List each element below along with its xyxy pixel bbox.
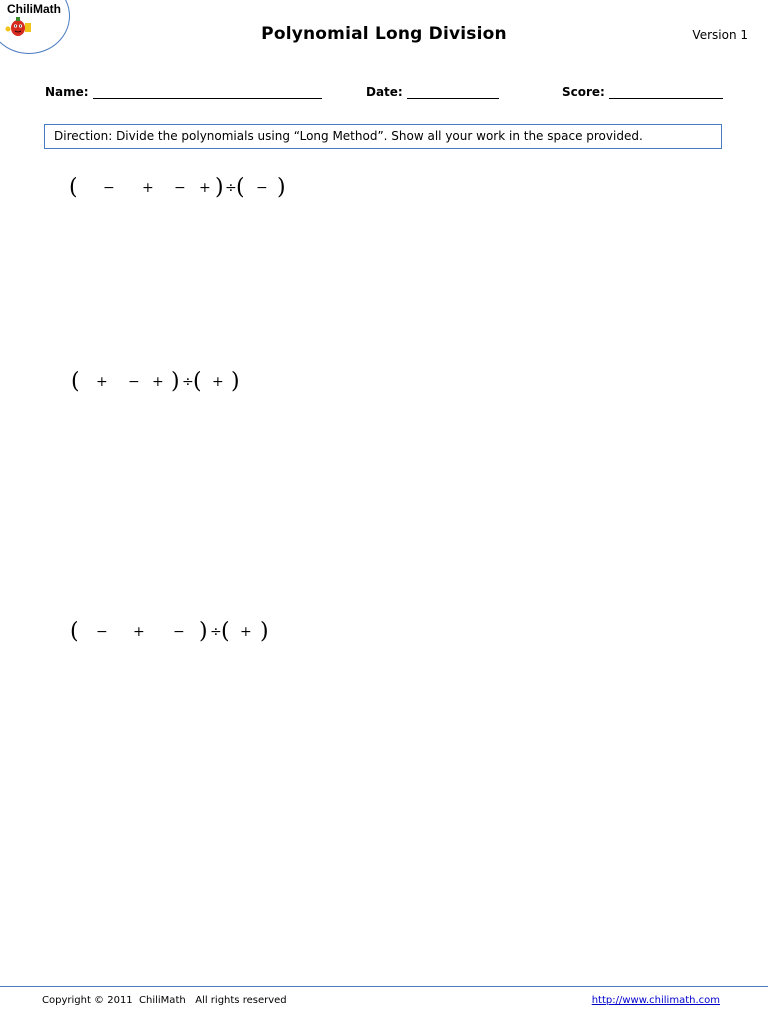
open-paren: ( — [193, 369, 202, 394]
date-blank-line[interactable] — [407, 86, 499, 99]
divide-sign: ÷ — [182, 374, 194, 390]
copyright-text: Copyright © 2011 ChiliMath All rights reserved — [42, 995, 287, 1006]
operator: + — [240, 624, 252, 640]
problem-2 — [0, 369, 768, 402]
version-label: Version 1 — [692, 28, 748, 42]
open-paren: ( — [69, 175, 78, 200]
score-label: Score: — [562, 85, 605, 99]
problem-1 — [0, 175, 768, 208]
close-paren: ) — [277, 175, 286, 200]
operator: + — [212, 374, 224, 390]
operator: + — [133, 624, 145, 640]
website-link[interactable]: http://www.chilimath.com — [591, 995, 720, 1006]
close-paren: ) — [260, 619, 269, 644]
name-field[interactable] — [45, 85, 322, 99]
logo-text: ChiliMath — [7, 2, 61, 16]
footer-divider — [0, 986, 768, 987]
operator: − — [103, 180, 115, 196]
open-paren: ( — [221, 619, 230, 644]
divide-sign: ÷ — [225, 180, 237, 196]
open-paren: ( — [236, 175, 245, 200]
open-paren: ( — [71, 369, 80, 394]
date-field[interactable] — [366, 85, 499, 99]
close-paren: ) — [215, 175, 224, 200]
direction-box: Direction: Divide the polynomials using “Long Method”. Show all your work in the space provided. — [44, 124, 722, 149]
name-label: Name: — [45, 85, 89, 99]
open-paren: ( — [70, 619, 79, 644]
divide-sign: ÷ — [210, 624, 222, 640]
date-label: Date: — [366, 85, 403, 99]
close-paren: ) — [199, 619, 208, 644]
page-title: Polynomial Long Division — [261, 24, 507, 44]
operator: − — [256, 180, 268, 196]
operator: + — [199, 180, 211, 196]
close-paren: ) — [231, 369, 240, 394]
operator: − — [174, 180, 186, 196]
score-blank-line[interactable] — [609, 86, 723, 99]
close-paren: ) — [171, 369, 180, 394]
operator: − — [128, 374, 140, 390]
operator: + — [96, 374, 108, 390]
score-field[interactable] — [562, 85, 723, 99]
problem-3 — [0, 619, 768, 652]
name-blank-line[interactable] — [93, 86, 322, 99]
operator: + — [142, 180, 154, 196]
operator: − — [96, 624, 108, 640]
operator: + — [152, 374, 164, 390]
operator: − — [173, 624, 185, 640]
